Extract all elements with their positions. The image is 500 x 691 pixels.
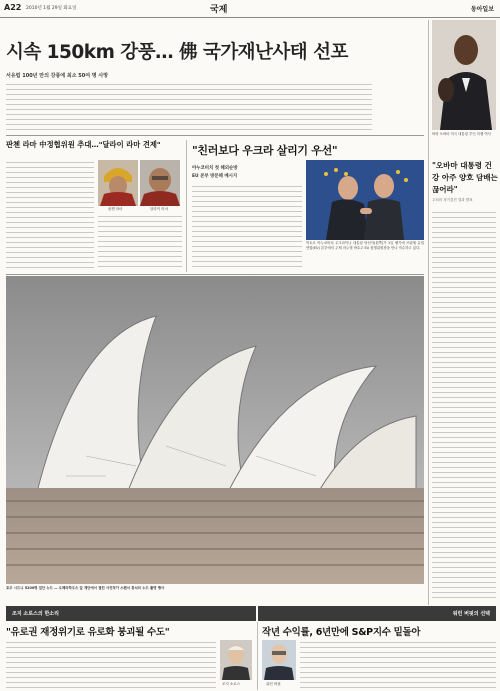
dalai-lama-photo [140, 160, 180, 206]
ukraine-sub1: 야누코비치 첫 해외순방 [192, 166, 238, 171]
obama-headline: "오바마 대통령 건강 아주 양호 담배는 끊어라" [432, 161, 498, 194]
lead-headline: 시속 150km 강풍… 佛 국가재난사태 선포 [6, 42, 348, 63]
obama-body [432, 210, 496, 600]
opera-caption: 호주 시드니 5200명 집단 누드 — 오페라하우스 앞 계단에서 열린 사진작가 스펜서 튜닉의 누드 촬영 행사 [6, 586, 165, 590]
dalai-body-col1 [6, 160, 94, 270]
opera-house-photo [6, 276, 424, 584]
obama-photo [432, 20, 496, 130]
ukraine-headline: "친러보다 우크라 살리기 우선" [192, 144, 338, 157]
buffett-headline: 작년 수익률, 6년만에 S&P지수 밑돌아 [262, 627, 421, 638]
ukraine-caption: 빅토르 야누코비치 우크라이나 대통령 당선자(왼쪽)가 1일 벨기에 브뤼셀 유럽연합(EU) 본부에서 주제 마누엘 바호주 EU 집행위원장을 만나 악수하고 있다. [306, 241, 424, 250]
page-number: A22 [4, 3, 22, 12]
ukraine-photo [306, 160, 424, 240]
dalai-body-col2 [98, 214, 182, 270]
buffett-body [300, 640, 496, 688]
obama-caption: 버락 오바마 미국 대통령 부인 미셸 여사 [432, 132, 491, 136]
buffett-photo [262, 640, 296, 680]
page-header [0, 0, 500, 18]
issue-date: 2010년 1월 29일 화요일 [26, 6, 77, 11]
opera-top-divider [6, 274, 424, 275]
lead-intro: 서유럽 100년 만의 강풍에 최소 50여 명 사망 [6, 73, 109, 79]
mid-divider [186, 140, 187, 272]
soros-headline: "유로권 재정위기로 유로화 붕괴될 수도" [6, 627, 170, 638]
obama-divider [428, 20, 429, 605]
soros-caption: 조지 소로스 [222, 682, 241, 686]
buffett-section-bar: 워런 버핏의 선택 [258, 606, 496, 621]
newspaper-name: 동아일보 [470, 6, 494, 13]
lead-divider [6, 135, 424, 136]
soros-body [6, 640, 216, 688]
buffett-caption: 워런 버핏 [266, 682, 281, 686]
ukraine-sub2: EU 본부 방문해 메시지 [192, 174, 238, 179]
ukraine-body [192, 184, 302, 270]
obama-byline: 주치의 정기검진 결과 발표 [432, 198, 473, 202]
panchen-caption: 판첸 라마 [108, 207, 123, 211]
lead-body [6, 82, 372, 132]
soros-photo [220, 640, 252, 680]
dalai-headline: 판첸 라마 中정협위원 추대…"달라이 라마 견제" [6, 140, 161, 149]
dalai-caption: 달라이 라마 [150, 207, 169, 211]
soros-section-bar: 조지 소로스의 한소리 [6, 606, 256, 621]
section-title: 국제 [210, 5, 228, 15]
bottom-divider [257, 622, 258, 690]
panchen-lama-photo [98, 160, 138, 206]
